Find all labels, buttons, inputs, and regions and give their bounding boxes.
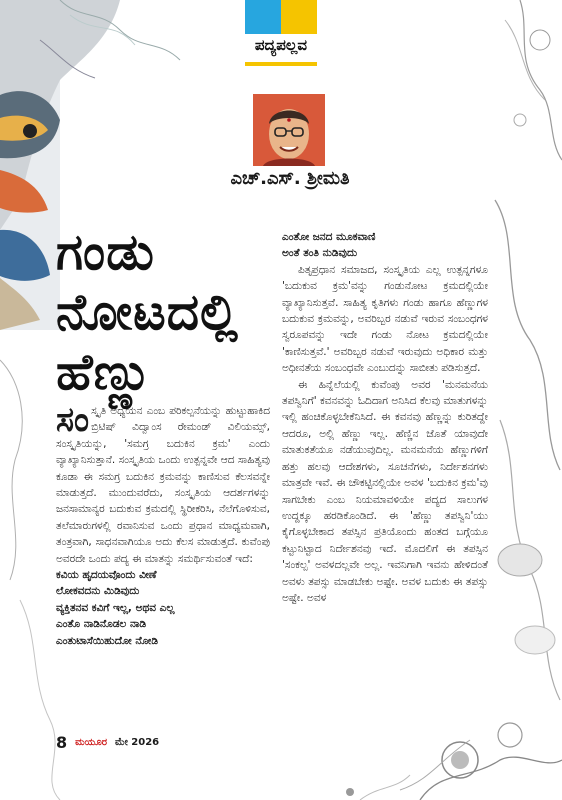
page-footer: [56, 732, 159, 752]
poem-block-right: [282, 229, 488, 262]
left-column: [56, 400, 270, 649]
poem-line: ಎಂತೊ ನಾಡಿನೊಡಲ ನಾಡಿ: [56, 618, 147, 631]
page-number: 8: [56, 732, 68, 752]
poem-line: ಎಂತುಟಾಸೆಯಿಹುದೋ ನೋಡಿ: [56, 634, 158, 647]
body-paragraph: ಪಿತೃಪ್ರಧಾನ ಸಮಾಜದ, ಸಂಸ್ಕೃತಿಯ ಎಲ್ಲ ಉತ್ಪನ್ನಗಳೂ 'ಬದುಕುವ ಕ್ರಮ'ವನ್ನು ಗಂಡುನೋಟ ಕ್ರಮದಲ್ಲಿಯೇ ವ್ಯಾಖ್ಯಾನಿಸುತ್ತವೆ. ಸಾಹಿತ್ಯ ಕೃತಿಗಳು ಗಂಡು ಹಾಗೂ ಹೆಣ್ಣುಗಳ ಬದುಕುವ ಕ್ರಮವನ್ನು, ಅವರಿಬ್ಬರ ನಡುವೆ ಇರುವ ಸಂಬಂಧಗಳ ಸ್ವರೂಪವನ್ನು ಇದೇ ಗಂಡು ನೋಟ ಕ್ರಮದಲ್ಲಿಯೇ 'ಕಾಣಿಸುತ್ತವೆ.' ಅವರಿಬ್ಬರ ನಡುವೆ ಇರುವುದು ಅಧಿಕಾರ ಮತ್ತು ಅಧೀನತೆಯ ಸಂಬಂಧವೇ ಎಂಬುದನ್ನು ಸಾಬೀತು ಪಡಿಸುತ್ತದೆ.: [282, 263, 488, 375]
body-paragraph: ಈ ಹಿನ್ನೆಲೆಯಲ್ಲಿ ಕುವೆಂಪು ಅವರ 'ಮನಮನೆಯ ತಪಸ್ವಿನಿಗೆ' ಕವನವನ್ನು ಓದಿದಾಗ ಅನಿಸಿದ ಕೆಲವು ಮಾತುಗಳನ್ನು ಇಲ್ಲಿ ಹಂಚಿಕೊಳ್ಳಬೇಕೆನಿಸಿದೆ. ಈ ಕವನವು ಹೆಣ್ಣನ್ನು ಕುರಿತದ್ದೇ ಆದರೂ, ಅಲ್ಲಿ ಹೆಣ್ಣು ಇಲ್ಲ. ಹೆಣ್ಣಿನ ಜೊತೆ ಯಾವುದೇ ಮಾತುಕತೆಯೂ ನಡೆಯುವುದಿಲ್ಲ. ಮನಮನೆಯ ಹೆಣ್ಣುಗಳಿಗೆ ಹತ್ತು ಹಲವು ಆದೇಶಗಳು, ಸೂಚನೆಗಳು, ನಿರ್ದೇಶನಗಳು ಮಾತ್ರವೇ ಇವೆ. ಈ ಚೌಕಟ್ಟಿನಲ್ಲಿಯೇ ಅವಳ 'ಬದುಕಿನ ಕ್ರಮ'ವು ಸಾಗಬೇಕು ಎಂಬ ನಿಯಮಾವಳಿಯೇ ಪದ್ಯದ ಸಾಲುಗಳ ಉದ್ದಕ್ಕೂ ಹರಡಿಕೊಂಡಿದೆ. ಈ 'ಹೆಣ್ಣು ತಪಸ್ವಿನಿ'ಯು ಕೈಗೊಳ್ಳಬೇಕಾದ ತಪಸ್ಸಿನ ಪ್ರತಿಯೊಂದು ಹಂತದ ಬಗ್ಗೆಯೂ ಕಟ್ಟುನಿಟ್ಟಾದ ನಿರ್ದೇಶನವು ಇದೆ. ಮೊದಲಿಗೆ ಈ ತಪಸ್ಸಿನ 'ಸಂಕಲ್ಪ' ಅವಳದಲ್ಲವೇ ಅಲ್ಲ. ಇವನಿಗಾಗಿ ಇವನು ಹೇಳಿದಂತೆ ಅವಳು ತಪಸ್ಸು ಮಾಡಬೇಕು ಅಷ್ಟೇ. ಅವಳ ಬದುಕು ಈ ತಪಸ್ಸು ಅಷ್ಟೇ. ಅವಳ: [282, 378, 488, 604]
author-name: ಎಚ್.ಎಸ್. ಶ್ರೀಮತಿ: [230, 168, 350, 189]
poem-line: ಲೋಕವದನು ಮಿಡಿವುದು: [56, 585, 140, 598]
article-title: [56, 222, 286, 402]
intro-paragraph: [56, 400, 270, 567]
author-portrait-illustration: [253, 94, 325, 166]
section-logo: [245, 0, 317, 66]
issue-date: ಮೇ 2026: [115, 736, 160, 748]
section-label: ಪದ್ಯಪಲ್ಲವ: [254, 36, 308, 54]
poem-line: ಎಂತೋ ಜನದ ಮೂಕವಾಣಿ: [282, 231, 376, 243]
title-line-3: ಹೆಣ್ಣು: [56, 343, 154, 401]
title-line-1: ಗಂಡು: [56, 223, 155, 281]
logo-underline: [245, 62, 317, 66]
author-photo: [253, 94, 325, 166]
poem-line: ವ್ಯಕ್ತಿತನವ ಕವಿಗೆ ಇಲ್ಲ, ಅಥವ ಎಲ್ಲ: [56, 601, 175, 614]
title-line-2: ನೋಟದಲ್ಲಿ: [56, 283, 239, 341]
poem-line: ಕವಿಯ ಹೃದಯವೊಂದು ವೀಣೆ: [56, 569, 157, 582]
intro-paragraph-text: ಸ್ಕೃತಿ ಅಧ್ಯಯನ ಎಂಬ ಪರಿಕಲ್ಪನೆಯನ್ನು ಹುಟ್ಟುಹಾಕಿದ ಬ್ರಿಟಿಷ್ ವಿದ್ವಾಂಸ ರೇಮಂಡ್ ವಿಲಿಯಮ್ಸ್, ಸಂಸ್ಕೃತಿಯನ್ನು, 'ಸಮಗ್ರ ಬದುಕಿನ ಕ್ರಮ' ಎಂದು ವ್ಯಾಖ್ಯಾನಿಸುತ್ತಾನೆ. ಸಂಸ್ಕೃತಿಯ ಒಂದು ಉತ್ಪನ್ನವೇ ಆದ ಸಾಹಿತ್ಯವು ಕೂಡಾ ಈ ಸಮಗ್ರ ಬದುಕಿನ ಕ್ರಮವನ್ನು ಕಾಣಿಸುವ ಕೆಲಸವನ್ನೇ ಮಾಡುತ್ತದೆ. ಮುಂದುವರೆದು, ಸಂಸ್ಕೃತಿಯ ಆದರ್ಶಗಳನ್ನು ಜನಸಾಮಾನ್ಯರ ಬದುಕುವ ಕ್ರಮದಲ್ಲಿ ಸ್ಥಿರೀಕರಿಸಿ, ನೆಲೆಗೊಳಿಸುವ, ತಲೆಮಾರುಗಳಲ್ಲಿ ರವಾನಿಸುವ ಒಂದು ಪ್ರಧಾನ ಮಾಧ್ಯಮವಾಗಿ, ತಂತ್ರವಾಗಿ, ಸಾಧನವಾಗಿಯೂ ಅದು ಕೆಲಸ ಮಾಡುತ್ತದೆ. ಕುವೆಂಪು ಅವರದೇ ಒಂದು ಪದ್ಯ ಈ ಮಾತನ್ನು ಸಮರ್ಥಿಸುವಂತೆ ಇದೆ:: [56, 405, 270, 565]
drop-cap: ಸಂ: [56, 400, 90, 440]
poem-block-left: [56, 567, 270, 649]
magazine-name: ಮಯೂರ: [75, 736, 108, 748]
right-column: [282, 229, 488, 606]
logo-blue-block: [245, 0, 281, 34]
poem-line: ಅಂತೆ ತಂತಿ ನುಡಿವುದು: [282, 247, 358, 260]
